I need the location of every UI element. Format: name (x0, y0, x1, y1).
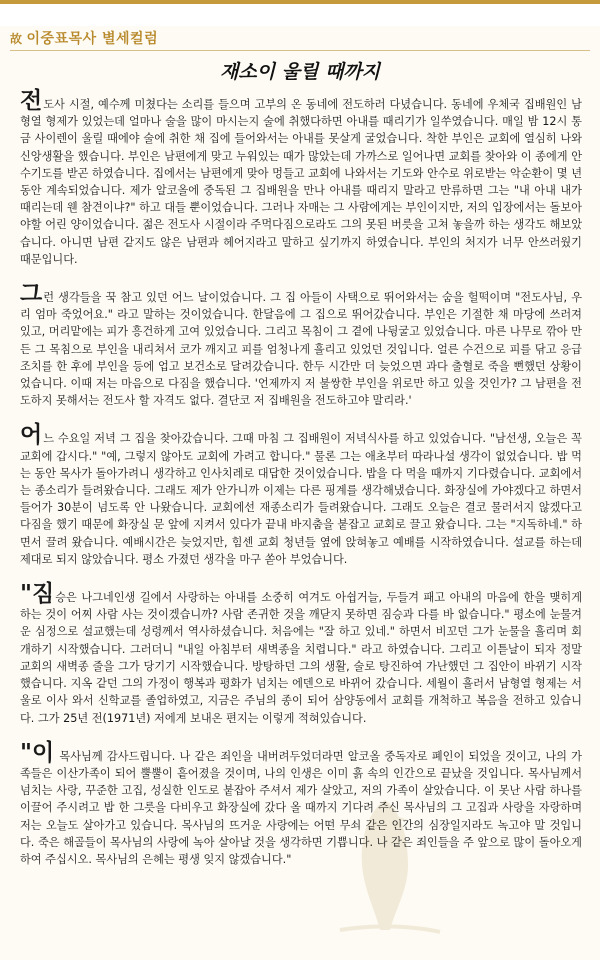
paragraph-text: 목사님께 감사드립니다. 나 같은 죄인을 내버려두었더라면 알코올 중독자로 폐인이 되었을 것이고, 나의 가족들은 이산가족이 되어 뿔뿔이 흩어졌을 것이며, 나의 인생은 이미 흙 속의 인간으로 끝났을 것입니다. 목사님께서 넘치는 사랑, 꾸준한 고집, 성실한 인도로 붙잡아 주셔서 제가 살았고, 저의 가족이 살았습니다. 이 못난 사람 하나를 이끌어 주시려고 밥 한 그릇을 다비우고 화장실에 갔다 올 때까지 기다려 주신 목사님의 그 고집과 사랑을 자랑하며 저는 오늘도 살아가고 있습니다. 목사님의 뜨거운 사랑에는 어떤 무쇠 같은 인간의 심장일지라도 녹고야 말 것입니다. 죽은 해골들이 목사님의 사랑에 녹아 살아날 것을 생각하면 기쁩니다. 나 같은 죄인들을 주 앞으로 많이 돌아오게 하여 주십시오. 목사님의 은혜는 평생 잊지 않겠습니다." (20, 749, 582, 866)
drop-cap: 어 (20, 421, 43, 449)
drop-cap: "이 (20, 738, 55, 766)
paragraph-1 (20, 87, 582, 268)
paragraph-text: 런 생각들을 꾹 참고 있던 어느 날이었습니다. 그 집 아들이 사택으로 뛰어와서는 숨을 헐떡이며 "전도사님, 우리 엄마 죽었어요." 라고 말하는 것이었습니다. 한달음에 그 집으로 뛰어갔습니다. 부인은 기절한 채 마당에 쓰러져있고, 머리맡에는 피가 흥건하게 고여 있었습니다. 그리고 목침이 그 곁에 나뒹굴고 있었습니다. 마른 나무로 깎아 만든 그 목침으로 부인을 내리쳐서 코가 깨지고 피를 엄청나게 흘리고 있었던 것입니다. 얼른 수건으로 피를 닦고 응급조치를 한 후에 부인을 등에 업고 보건소로 달려갔습니다. 한두 시간만 더 늦었으면 과다 출혈로 죽을 뻔했던 상황이었습니다. 이때 저는 마음으로 다짐을 했습니다. '언제까지 저 불쌍한 부인을 위로만 하고 있을 것인가? 그 남편을 전도하지 못해서는 전도사 할 자격도 없다. 결단코 저 집배원을 전도하고야 말리라.' (20, 291, 582, 408)
header-strip (0, 0, 600, 4)
column-prefix: 故 (10, 32, 23, 46)
paragraph-2 (20, 280, 582, 409)
paragraph-text: 승은 나그네인생 길에서 사랑하는 아내를 소중히 여겨도 아쉽거늘, 두들겨 패고 아내의 마음에 한을 맺히게 하는 것이 어찌 사람 사는 것이겠습니까? 사람 존귀한 것을 깨닫지 못하면 짐승과 다를 바 없습니다." 평소에 눈물겨운 심정으로 설교했는데 성령께서 역사하셨습니다. 처음에는 "잘 하고 있네." 하면서 비꼬던 그가 눈물을 흘리며 회개하기 시작했습니다. 그러더니 "내일 아침부터 새벽종을 치렵니다." 라고 하였습니다. 그리고 이튿날이 되자 정말 교회의 새벽종 줄을 그가 당기기 시작했습니다. 방탕하던 그의 생활, 술로 탕진하여 가난했던 그 집안이 바뀌기 시작했습니다. 지옥 같던 그의 가정이 행복과 평화가 넘치는 에덴으로 바뀌어 갔습니다. 세월이 흘러서 남형열 형제는 서울로 이사 와서 신학교를 졸업하였고, 지금은 주님의 종이 되어 삼양동에서 교회를 개척하고 복음을 전하고 있습니다. 그가 25년 전(1971년) 저에게 보내온 편지는 이렇게 적혀있습니다. (20, 591, 582, 725)
article-body (20, 87, 582, 885)
paragraph-4 (20, 580, 582, 727)
paragraph-text: 느 수요일 저녁 그 집을 찾아갔습니다. 그때 마침 그 집배원이 저녁식사를 하고 있었습니다. "남선생, 오늘은 꼭 교회에 갑시다." "예, 그렇지 않아도 교회에 가려고 합니다." 물론 그는 애초부터 따라나설 생각이 없었습니다. 밥 먹는 동안 목사가 돌아가려니 생각하고 인사치레로 대답한 것이었습니다. 밥을 다 먹을 때까지 기다렸습니다. 교회에서는 종소리가 들려왔습니다. 그래도 제가 안가니까 이제는 다른 핑계를 생각해냈습니다. 화장실에 가야겠다고 하면서 들어가 30분이 넘도록 안 나왔습니다. 교회에선 재종소리가 들려왔습니다. 그래도 오늘은 결코 물러서지 않겠다고 다짐을 했기 때문에 화장실 문 앞에 지켜서 있다가 끝내 바지춤을 붙잡고 교회로 끌고 왔습니다. 그는 "지독하네." 하면서 끌려 왔습니다. 예배시간은 늦었지만, 힘센 교회 청년들 옆에 앉혀놓고 예배를 시작하였습니다. 설교를 하는데 제대로 되지 않았습니다. 평소 가졌던 생각을 마구 쏟아 부었습니다. (20, 432, 582, 566)
column-title-text: 이중표목사 별세컬럼 (26, 31, 159, 47)
column-title (10, 28, 158, 48)
paragraph-3 (20, 421, 582, 568)
drop-cap: 그 (20, 280, 43, 308)
article-title: 재소이 울릴 때까지 (219, 61, 381, 83)
title-divider (10, 50, 590, 51)
drop-cap: "짐 (20, 580, 55, 608)
paragraph-5 (20, 738, 582, 868)
paragraph-text: 도사 시절, 예수께 미쳤다는 소리를 들으며 고부의 온 동네에 전도하러 다녔습니다. 동네에 우체국 집배원인 남형열 형제가 있었는데 얼마나 술을 많이 마시는지 술에 취했다하면 아내를 때리기가 일쑤였습니다. 매일 밤 12시 통금 사이렌이 울릴 때에야 술에 취한 채 집에 들어와서는 아내를 못살게 굴었습니다. 착한 부인은 교회에 열심히 나와 신앙생활을 했습니다. 부인은 남편에게 맞고 누워있는 때가 많았는데 가까스로 일어나면 교회를 찾아와 이 종에게 안수기도를 받곤 하였습니다. 집에서는 남편에게 맞아 멍들고 교회에 나와서는 기도와 안수로 위로받는 악순환이 몇 년 동안 계속되었습니다. 제가 알코올에 중독된 그 집배원을 만나 아내를 때리지 말라고 만류하면 그는 "내 아내 내가 때리는데 웬 참견이냐?" 하고 대들 뿐이었습니다. 그러나 자매는 그 사람에게는 부인이지만, 저의 입장에서는 돌보아야할 어린 양이었습니다. 젊은 전도사 시절이라 주먹다짐으로라도 그의 못된 버릇을 고쳐 놓을까 하는 생각도 해보았습니다. 아니면 남편 같지도 않은 남편과 헤어지라고 말하고 싶기까지 하였습니다. 부인의 처지가 너무 안쓰러웠기 때문입니다. (20, 98, 582, 266)
drop-cap: 전 (20, 87, 43, 114)
